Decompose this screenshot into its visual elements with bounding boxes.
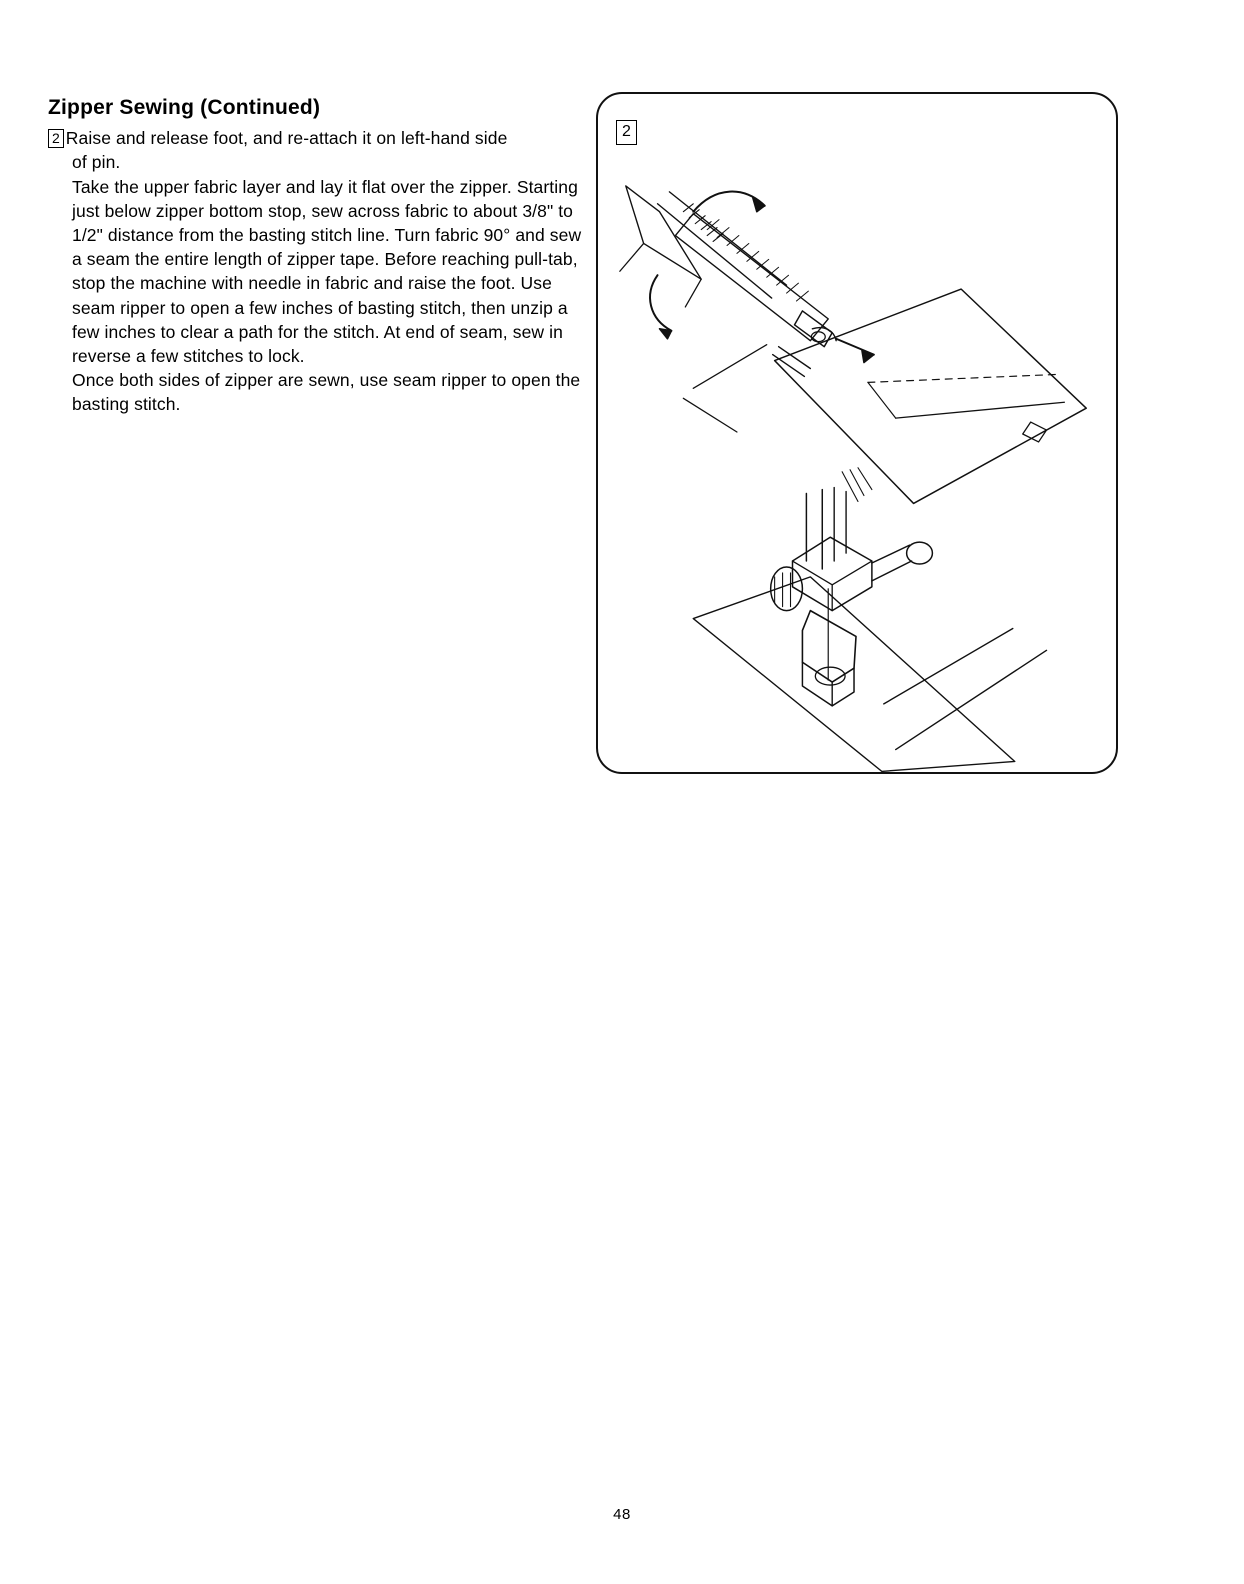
step-first-line: Raise and release foot, and re-attach it on left-hand side: [65, 128, 508, 149]
page-number: 48: [613, 1506, 631, 1523]
illustration-panel: [596, 92, 1118, 774]
text-column: [48, 96, 586, 417]
step-number-badge: 2: [48, 129, 64, 148]
step-item: [48, 126, 586, 150]
figure-step-number-badge: 2: [616, 120, 637, 145]
step-paragraph-1: Take the upper fabric layer and lay it flat over the zipper. Starting just below zipper bottom stop, sew across fabric to about 3/8" to 1/2" distance from the basting stitch line. Turn fabric 90° and sew a seam the entire length of zipper tape. Before reaching pull-tab, stop the machine with needle in fabric and raise the foot. Use seam ripper to open a few inches of basting stitch, then unzip a few inches to clear a path for the stitch. At end of seam, sew in reverse a few stitches to lock.: [72, 176, 582, 366]
page-title: Zipper Sewing (Continued): [48, 96, 321, 119]
step-paragraph-2: Once both sides of zipper are sewn, use seam ripper to open the basting stitch.: [72, 370, 581, 415]
step-continuation-line: of pin.: [72, 152, 121, 173]
figure-illustration: [598, 94, 1116, 772]
